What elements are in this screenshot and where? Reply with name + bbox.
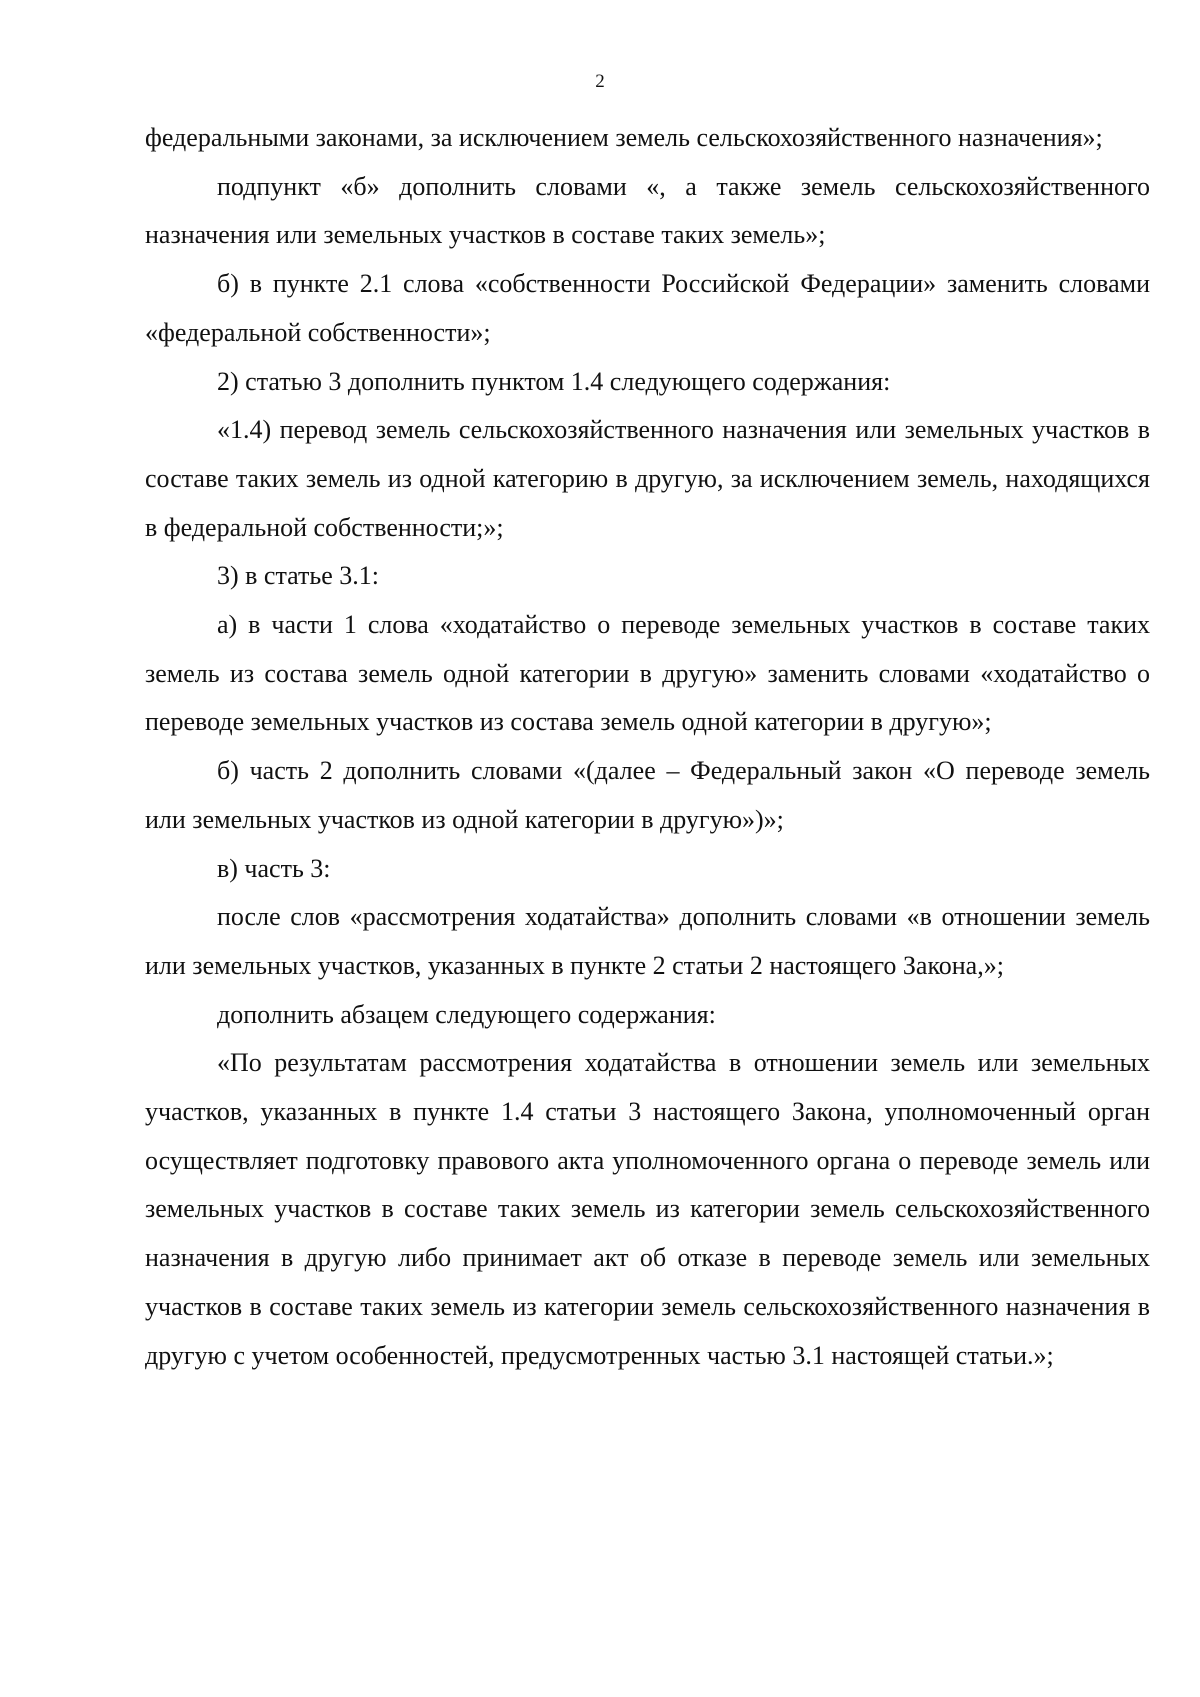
paragraph: федеральными законами, за исключением земель сельскохозяйственного назначения»; — [145, 123, 1103, 152]
paragraph: «По результатам рассмотрения ходатайства в отношении земель или земельных участков, указанных в пункте 1.4 статьи 3 настоящего Закона, уполномоченный орган осуществляет подготовку правового акта уполномоченного органа о переводе земель или земельных участков в составе таких земель из категории земель сельскохозяйственного назначения в другую либо принимает акт об отказе в переводе земель или земельных участков в составе таких земель из категории земель сельскохозяйственного назначения в другую с учетом особенностей, предусмотренных частью 3.1 настоящей статьи.»; — [145, 1048, 1150, 1370]
document-body — [145, 114, 1150, 1380]
paragraph: б) часть 2 дополнить словами «(далее – Федеральный закон «О переводе земель или земельных участков из одной категории в другую»)»; — [145, 756, 1150, 834]
paragraph: 2) статью 3 дополнить пунктом 1.4 следующего содержания: — [217, 366, 891, 396]
paragraph: после слов «рассмотрения ходатайства» дополнить словами «в отношении земель или земельных участков, указанных в пункте 2 статьи 2 настоящего Закона,»; — [145, 902, 1150, 980]
paragraph: б) в пункте 2.1 слова «собственности Российской Федерации» заменить словами «федеральной собственности»; — [145, 269, 1150, 347]
paragraph: «1.4) перевод земель сельскохозяйственного назначения или земельных участков в составе таких земель из одной категорию в другую, за исключением земель, находящихся в федеральной собственности;»; — [145, 415, 1150, 542]
paragraph: а) в части 1 слова «ходатайство о переводе земельных участков в составе таких земель из состава земель одной категории в другую» заменить словами «ходатайство о переводе земельных участков из состава земель одной категории в другую»; — [145, 610, 1150, 737]
paragraph: подпункт «б» дополнить словами «, а также земель сельскохозяйственного назначения или земельных участков в составе таких земель»; — [145, 171, 1150, 250]
paragraph: 3) в статье 3.1: — [217, 561, 380, 591]
page-number: 2 — [595, 71, 605, 92]
paragraph: дополнить абзацем следующего содержания: — [217, 999, 716, 1029]
paragraph: в) часть 3: — [217, 853, 331, 883]
